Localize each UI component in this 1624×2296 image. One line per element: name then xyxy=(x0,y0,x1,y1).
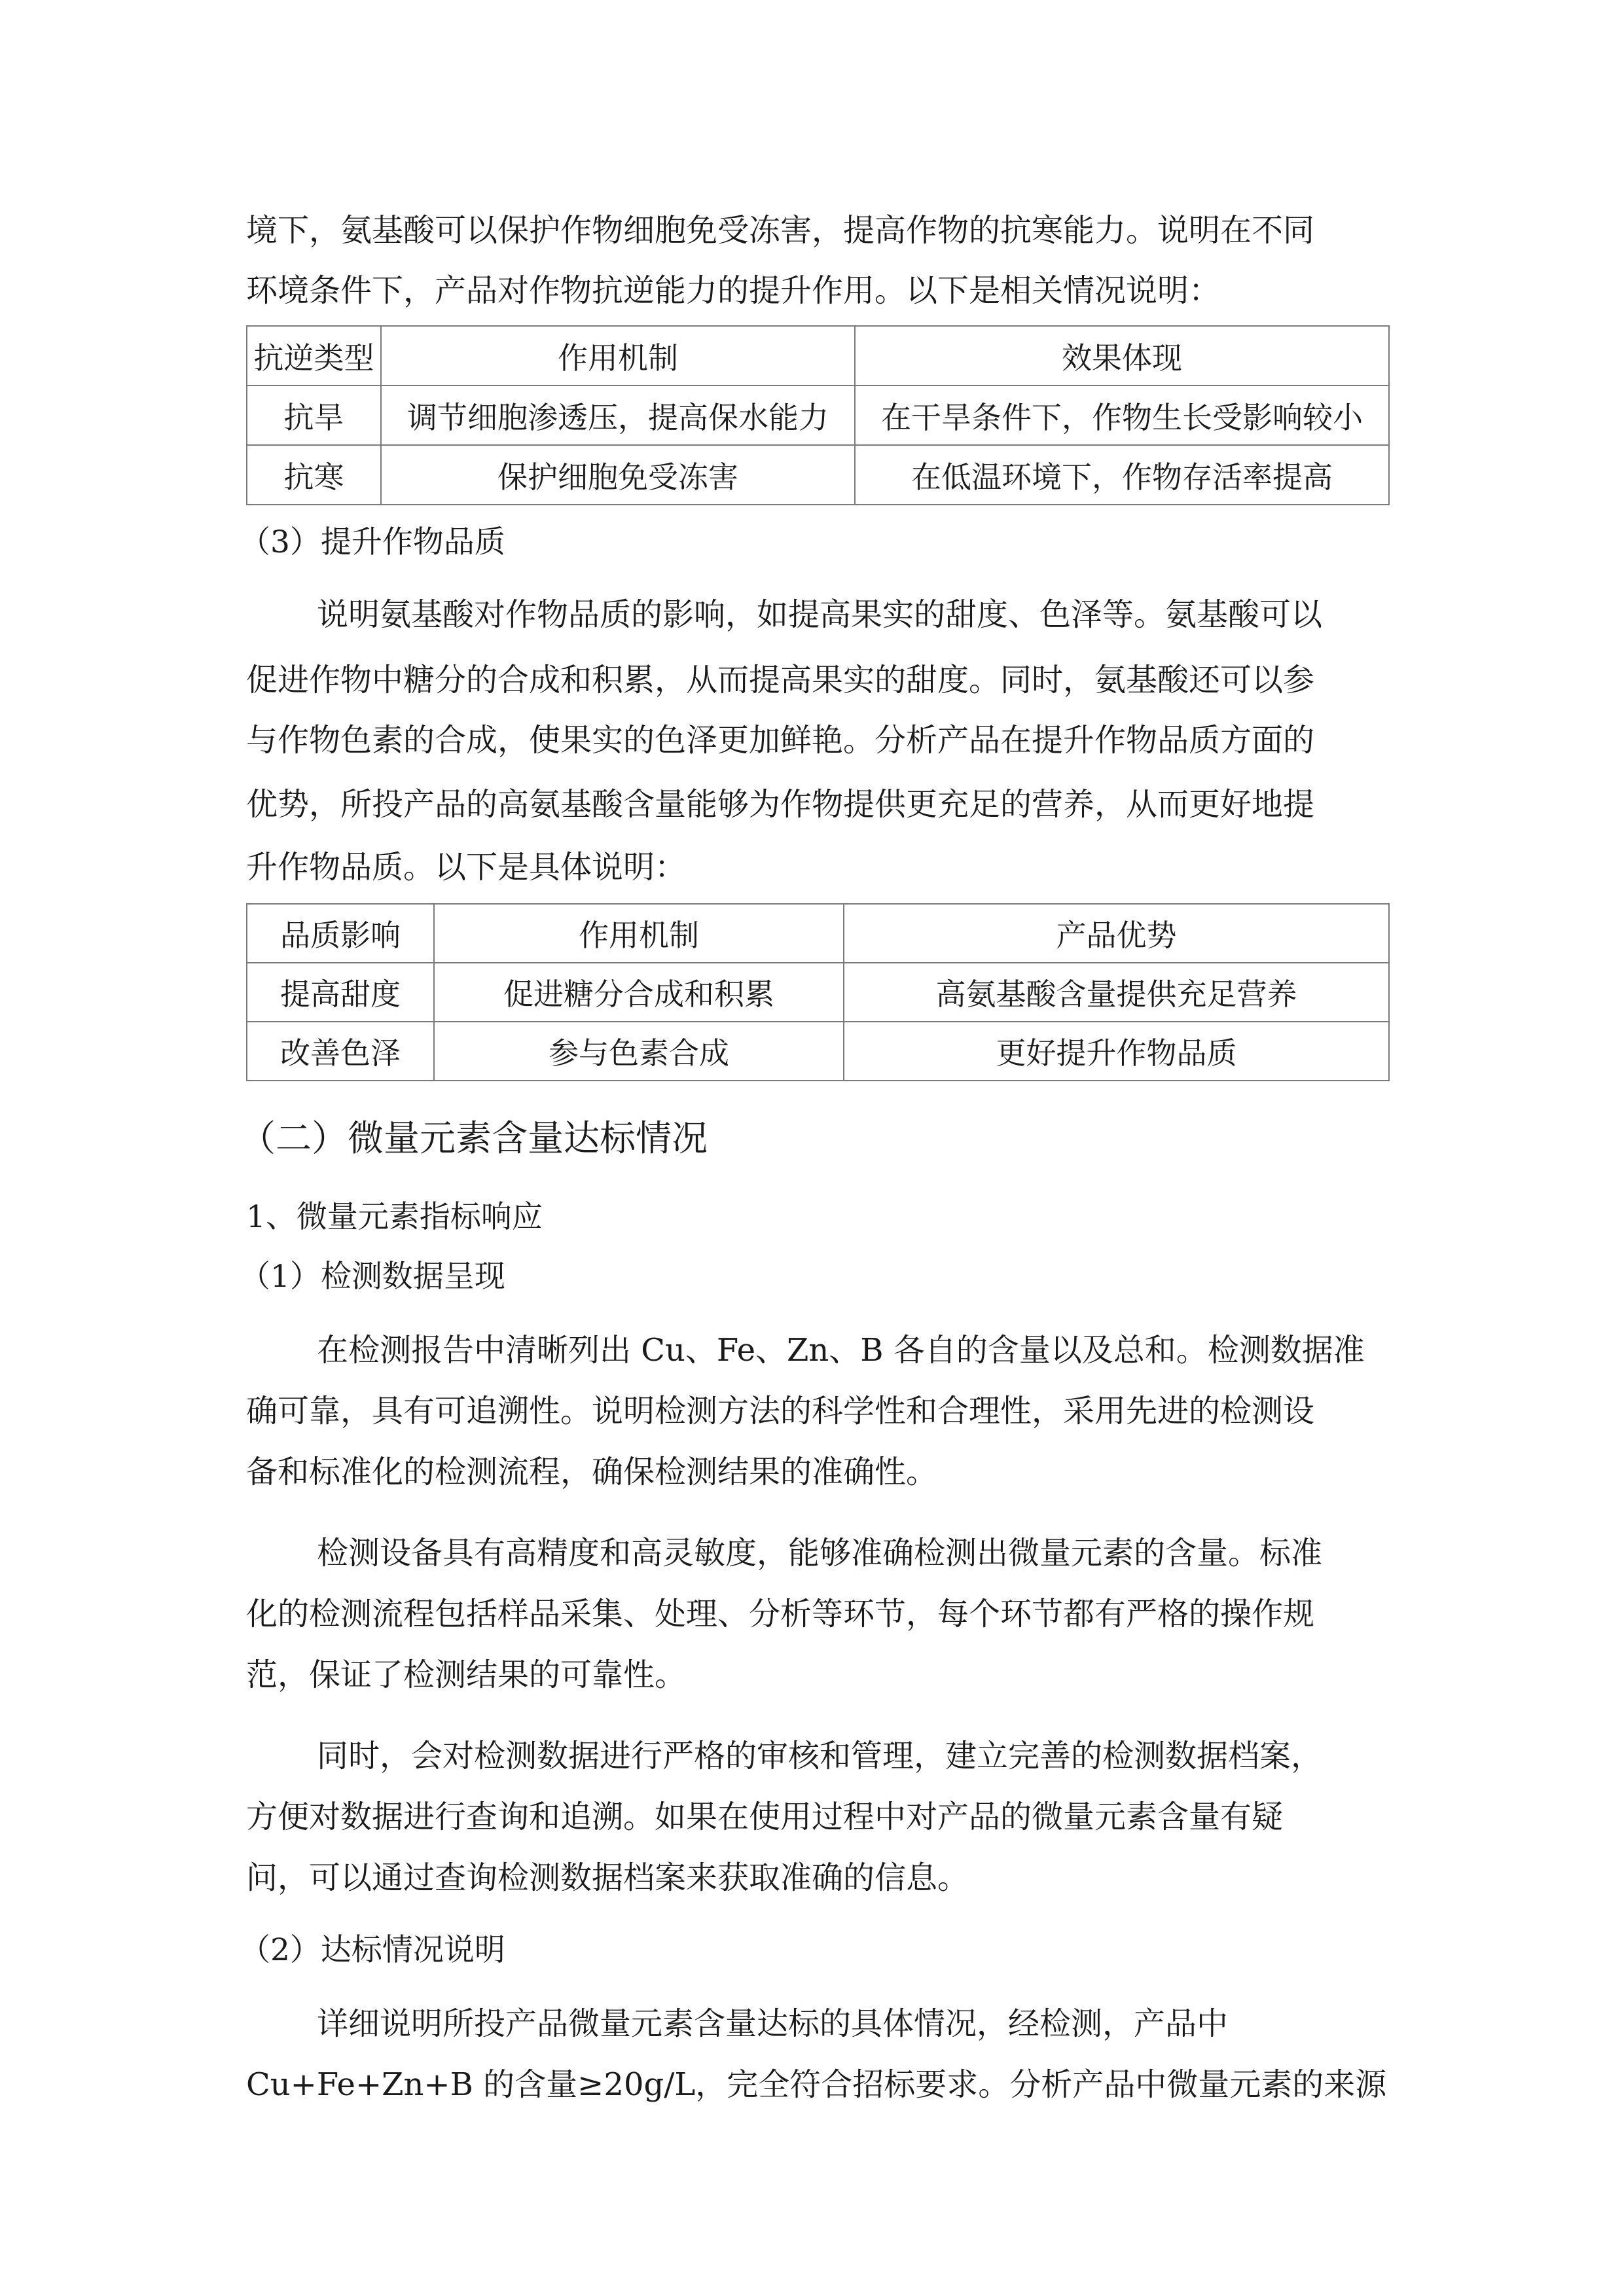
table-cell: 保护细胞免受冻害 xyxy=(381,445,855,505)
table-header-cell: 作用机制 xyxy=(381,326,855,386)
item-title: 1、微量元素指标响应 xyxy=(246,1199,543,1235)
subsection-title: （1）检测数据呈现 xyxy=(240,1259,505,1295)
table-row xyxy=(247,1022,1389,1081)
body-text-line: 方便对数据进行查询和追溯。如果在使用过程中对产品的微量元素含量有疑 xyxy=(246,1799,1284,1835)
table-header-cell: 品质影响 xyxy=(247,904,434,963)
subsection-title: （2）达标情况说明 xyxy=(240,1932,505,1968)
body-text-line: 升作物品质。以下是具体说明： xyxy=(246,849,687,886)
table-cell: 提高甜度 xyxy=(247,963,434,1022)
table-cell: 改善色泽 xyxy=(247,1022,434,1081)
body-text-line: 同时，会对检测数据进行严格的审核和管理，建立完善的检测数据档案， xyxy=(317,1738,1323,1774)
body-text-line: 在检测报告中清晰列出 Cu、Fe、Zn、B 各自的含量以及总和。检测数据准 xyxy=(317,1332,1365,1369)
body-text-line: 与作物色素的合成，使果实的色泽更加鲜艳。分析产品在提升作物品质方面的 xyxy=(246,722,1315,759)
body-text-line: 问，可以通过查询检测数据档案来获取准确的信息。 xyxy=(246,1859,969,1896)
table-header-cell: 效果体现 xyxy=(855,326,1389,386)
section-heading: （二）微量元素含量达标情况 xyxy=(240,1117,708,1159)
body-text-line: 说明氨基酸对作物品质的影响，如提高果实的甜度、色泽等。氨基酸可以 xyxy=(317,596,1323,633)
body-text-line: 备和标准化的检测流程，确保检测结果的准确性。 xyxy=(246,1454,938,1490)
table-row xyxy=(247,386,1389,445)
stress-resistance-table xyxy=(246,325,1390,505)
table-row xyxy=(247,445,1389,505)
table-cell: 参与色素合成 xyxy=(434,1022,844,1081)
body-text-line: 促进作物中糖分的合成和积累，从而提高果实的甜度。同时，氨基酸还可以参 xyxy=(246,662,1315,698)
table-cell: 在干旱条件下，作物生长受影响较小 xyxy=(855,386,1389,445)
body-text-line: 检测设备具有高精度和高灵敏度，能够准确检测出微量元素的含量。标准 xyxy=(317,1535,1323,1571)
body-text-line: 优势，所投产品的高氨基酸含量能够为作物提供更充足的营养，从而更好地提 xyxy=(246,786,1315,823)
table-cell: 抗旱 xyxy=(247,386,381,445)
table-cell: 高氨基酸含量提供充足营养 xyxy=(844,963,1389,1022)
table-header-cell: 抗逆类型 xyxy=(247,326,381,386)
body-text-line: 环境条件下，产品对作物抗逆能力的提升作用。以下是相关情况说明： xyxy=(246,272,1221,309)
body-text-line: 详细说明所投产品微量元素含量达标的具体情况，经检测，产品中 xyxy=(317,2005,1229,2042)
body-text-line: 范，保证了检测结果的可靠性。 xyxy=(246,1657,687,1693)
table-cell: 在低温环境下，作物存活率提高 xyxy=(855,445,1389,505)
body-text-line: 确可靠，具有可追溯性。说明检测方法的科学性和合理性，采用先进的检测设 xyxy=(246,1393,1315,1429)
table-cell: 更好提升作物品质 xyxy=(844,1022,1389,1081)
table-row xyxy=(247,963,1389,1022)
crop-quality-table xyxy=(246,903,1390,1081)
body-text-line: 境下，氨基酸可以保护作物细胞免受冻害，提高作物的抗寒能力。说明在不同 xyxy=(246,212,1315,249)
body-text-line: Cu+Fe+Zn+B 的含量≥20g/L，完全符合招标要求。分析产品中微量元素的来源 xyxy=(246,2066,1387,2103)
table-header-cell: 作用机制 xyxy=(434,904,844,963)
table-cell: 促进糖分合成和积累 xyxy=(434,963,844,1022)
subsection-title: （3）提升作物品质 xyxy=(240,524,505,560)
table-header-row xyxy=(247,904,1389,963)
body-text-line: 化的检测流程包括样品采集、处理、分析等环节，每个环节都有严格的操作规 xyxy=(246,1596,1315,1632)
table-cell: 抗寒 xyxy=(247,445,381,505)
table-header-row xyxy=(247,326,1389,386)
table-header-cell: 产品优势 xyxy=(844,904,1389,963)
table-cell: 调节细胞渗透压，提高保水能力 xyxy=(381,386,855,445)
